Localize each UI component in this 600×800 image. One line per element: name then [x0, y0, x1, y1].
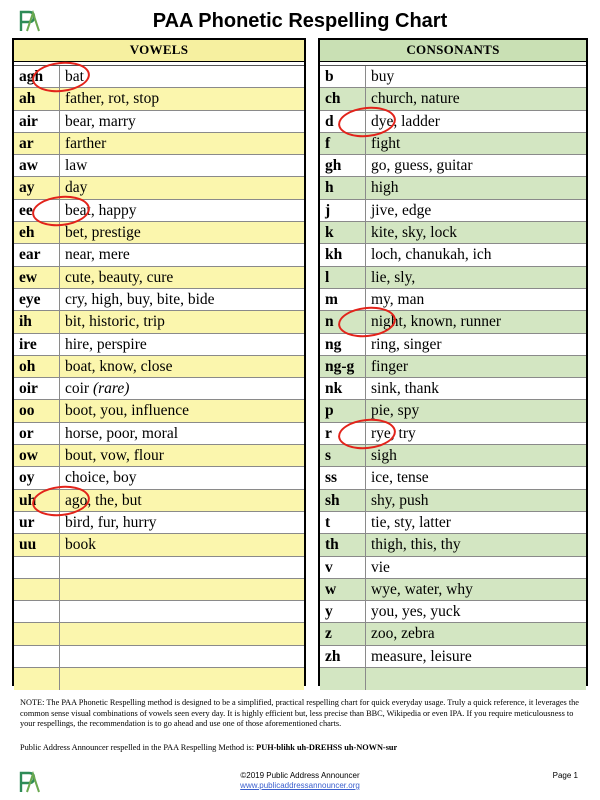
consonants-heading: CONSONANTS: [320, 40, 586, 62]
sound-symbol: air: [14, 111, 60, 132]
table-row: [14, 423, 304, 445]
example-words: finger: [371, 357, 409, 375]
table-row: [14, 445, 304, 467]
table-row: [14, 334, 304, 356]
table-row: [320, 222, 586, 244]
example-words: kite, sky, lock: [371, 224, 457, 242]
example-words: fight: [371, 134, 401, 152]
footer-copyright: ©2019 Public Address Announcer: [240, 771, 360, 780]
example-words: father, rot, stop: [65, 90, 160, 108]
vowel-rows: [14, 66, 304, 690]
example-words: [60, 623, 304, 644]
table-row: [14, 668, 304, 690]
example-words: rye, try: [371, 424, 416, 442]
example-words: zoo, zebra: [371, 625, 435, 643]
example-words: ice, tense: [371, 469, 429, 487]
table-row: [14, 289, 304, 311]
example-words: law: [65, 157, 88, 175]
sound-symbol: ng: [320, 334, 366, 355]
sound-symbol: h: [320, 177, 366, 198]
vowels-table: [12, 38, 306, 686]
example-words: loch, chanukah, ich: [371, 246, 492, 264]
table-row: [14, 646, 304, 668]
example-words: pie, spy: [371, 402, 420, 420]
example-words: near, mere: [65, 246, 130, 264]
example-words: boat, know, close: [65, 357, 173, 375]
sound-symbol: oy: [14, 467, 60, 488]
sound-symbol: [14, 646, 60, 667]
example-words: buy: [371, 68, 395, 85]
sound-symbol: agh: [14, 66, 60, 87]
sound-symbol: ah: [14, 88, 60, 109]
table-row: [14, 88, 304, 110]
example-words: cry, high, buy, bite, bide: [65, 290, 215, 308]
example-words: bear, marry: [65, 112, 136, 130]
sound-symbol: oo: [14, 400, 60, 421]
sound-symbol: eye: [14, 289, 60, 310]
table-row: [14, 311, 304, 333]
example-words: hire, perspire: [65, 335, 147, 353]
sound-symbol: th: [320, 534, 366, 555]
sound-symbol: k: [320, 222, 366, 243]
table-row: [320, 244, 586, 266]
note-paragraph: NOTE: The PAA Phonetic Respelling method is designed to be a simplified, practical respelling chart for quick everyday usage. Truly a quick reference, it leverages the common sense visual combinations of vowels seen every day. It is highly efficient but, less precise than BBC, Wikipedia or even IPA. If you require meticulousness to your respellings, the recommendation is to go ahead and use one of those aforementioned charts.: [20, 698, 579, 728]
example-words: [60, 557, 304, 578]
sound-symbol: nk: [320, 378, 366, 399]
example-words: bat: [65, 68, 84, 85]
example-words: bit, historic, trip: [65, 313, 165, 331]
table-row: [320, 177, 586, 199]
example-words: [60, 668, 304, 690]
sound-symbol: f: [320, 133, 366, 154]
sound-symbol: y: [320, 601, 366, 622]
sound-symbol: ng-g: [320, 356, 366, 377]
example-words: night, known, runner: [371, 313, 502, 331]
sound-symbol: ay: [14, 177, 60, 198]
table-row: [14, 267, 304, 289]
example-words: book: [65, 536, 96, 554]
respelling-value: PUH-blihk uh-DREHSS uh-NOWN-sur: [256, 743, 398, 752]
table-row: [14, 222, 304, 244]
table-row: [320, 423, 586, 445]
sound-symbol: ee: [14, 200, 60, 221]
example-words: choice, boy: [65, 469, 137, 487]
table-row: [320, 111, 586, 133]
table-row: [320, 66, 586, 88]
table-row: [320, 534, 586, 556]
sound-symbol: kh: [320, 244, 366, 265]
example-words: tie, sty, latter: [371, 513, 451, 531]
example-words: cute, beauty, cure: [65, 268, 174, 286]
example-words: bird, fur, hurry: [65, 513, 157, 531]
example-words: high: [371, 179, 399, 197]
table-row: [320, 490, 586, 512]
sound-symbol: p: [320, 400, 366, 421]
sound-symbol: ar: [14, 133, 60, 154]
table-row: [14, 601, 304, 623]
rare-marker: (rare): [92, 380, 130, 398]
table-row: [320, 623, 586, 645]
table-row: [320, 311, 586, 333]
table-row: [320, 601, 586, 623]
example-words: boot, you, influence: [65, 402, 189, 420]
example-words: ring, singer: [371, 335, 442, 353]
example-words: horse, poor, moral: [65, 424, 179, 442]
sound-symbol: [14, 668, 60, 690]
example-words: dye, ladder: [371, 112, 440, 130]
table-row: [320, 579, 586, 601]
table-row: [320, 445, 586, 467]
sound-symbol: v: [320, 557, 366, 578]
table-row: [320, 668, 586, 690]
sound-symbol: [14, 623, 60, 644]
example-words: farther: [65, 134, 107, 152]
sound-symbol: l: [320, 267, 366, 288]
sound-symbol: [14, 601, 60, 622]
table-row: [320, 557, 586, 579]
example-words: measure, leisure: [371, 647, 472, 665]
table-row: [320, 467, 586, 489]
sound-symbol: b: [320, 66, 366, 87]
table-row: [320, 267, 586, 289]
sound-symbol: ear: [14, 244, 60, 265]
example-words: vie: [371, 558, 390, 576]
footer: [0, 771, 600, 791]
footer-website-link[interactable]: www.publicaddressannouncer.org: [240, 781, 360, 790]
example-words: shy, push: [371, 491, 429, 509]
sound-symbol: d: [320, 111, 366, 132]
table-row: [14, 200, 304, 222]
example-words: ago, the, but: [65, 491, 142, 509]
table-row: [320, 88, 586, 110]
page-number: Page 1: [552, 771, 578, 780]
sound-symbol: eh: [14, 222, 60, 243]
example-words: [366, 668, 586, 690]
example-words: sigh: [371, 447, 397, 465]
example-words: [60, 579, 304, 600]
example-words: [60, 601, 304, 622]
sound-symbol: aw: [14, 155, 60, 176]
example-words: bout, vow, flour: [65, 447, 164, 465]
table-row: [14, 177, 304, 199]
table-row: [320, 334, 586, 356]
table-row: [14, 400, 304, 422]
example-words: my, man: [371, 290, 425, 308]
table-row: [14, 490, 304, 512]
table-row: [320, 646, 586, 668]
table-row: [320, 133, 586, 155]
sound-symbol: r: [320, 423, 366, 444]
table-row: [14, 623, 304, 645]
example-words: day: [65, 179, 88, 197]
table-row: [14, 579, 304, 601]
sound-symbol: w: [320, 579, 366, 600]
table-row: [320, 200, 586, 222]
example-words: you, yes, yuck: [371, 603, 461, 621]
table-row: [14, 133, 304, 155]
page-title: PAA Phonetic Respelling Chart: [152, 10, 448, 32]
sound-symbol: zh: [320, 646, 366, 667]
table-row: [320, 378, 586, 400]
table-row: [14, 467, 304, 489]
example-words: sink, thank: [371, 380, 440, 398]
example-words: wye, water, why: [371, 580, 473, 598]
example-words: church, nature: [371, 90, 460, 108]
example-words: beat, happy: [65, 201, 137, 219]
example-words: bet, prestige: [65, 224, 141, 242]
sound-symbol: gh: [320, 155, 366, 176]
example-words: thigh, this, thy: [371, 536, 461, 554]
sound-symbol: s: [320, 445, 366, 466]
respelling-label: Public Address Announcer respelled in the PAA Respelling Method is:: [20, 743, 255, 752]
table-row: [14, 512, 304, 534]
sound-symbol: oh: [14, 356, 60, 377]
table-row: [14, 356, 304, 378]
example-words: jive, edge: [371, 201, 432, 219]
table-row: [320, 512, 586, 534]
sound-symbol: m: [320, 289, 366, 310]
consonant-rows: [320, 66, 586, 690]
sound-symbol: [14, 579, 60, 600]
sound-symbol: ire: [14, 334, 60, 355]
table-row: [14, 155, 304, 177]
sound-symbol: t: [320, 512, 366, 533]
vowels-heading: VOWELS: [14, 40, 304, 62]
table-row: [14, 66, 304, 88]
sound-symbol: ch: [320, 88, 366, 109]
table-row: [14, 244, 304, 266]
sound-symbol: [320, 668, 366, 690]
sound-symbol: ur: [14, 512, 60, 533]
table-row: [14, 534, 304, 556]
example-words: [60, 646, 304, 667]
sound-symbol: oir: [14, 378, 60, 399]
sound-symbol: uh: [14, 490, 60, 511]
table-row: [320, 155, 586, 177]
sound-symbol: uu: [14, 534, 60, 555]
table-row: [14, 378, 304, 400]
sound-symbol: ow: [14, 445, 60, 466]
sound-symbol: n: [320, 311, 366, 332]
sound-symbol: or: [14, 423, 60, 444]
sound-symbol: j: [320, 200, 366, 221]
table-row: [320, 289, 586, 311]
example-words: lie, sly,: [371, 268, 416, 286]
respelling-example: [20, 742, 580, 753]
sound-symbol: sh: [320, 490, 366, 511]
sound-symbol: [14, 557, 60, 578]
example-words: coir (rare): [65, 380, 130, 398]
sound-symbol: ss: [320, 467, 366, 488]
table-row: [14, 111, 304, 133]
table-row: [320, 356, 586, 378]
sound-symbol: z: [320, 623, 366, 644]
example-words: go, guess, guitar: [371, 157, 473, 175]
sound-symbol: ih: [14, 311, 60, 332]
consonants-table: [318, 38, 588, 686]
table-row: [320, 400, 586, 422]
table-row: [14, 557, 304, 579]
sound-symbol: ew: [14, 267, 60, 288]
